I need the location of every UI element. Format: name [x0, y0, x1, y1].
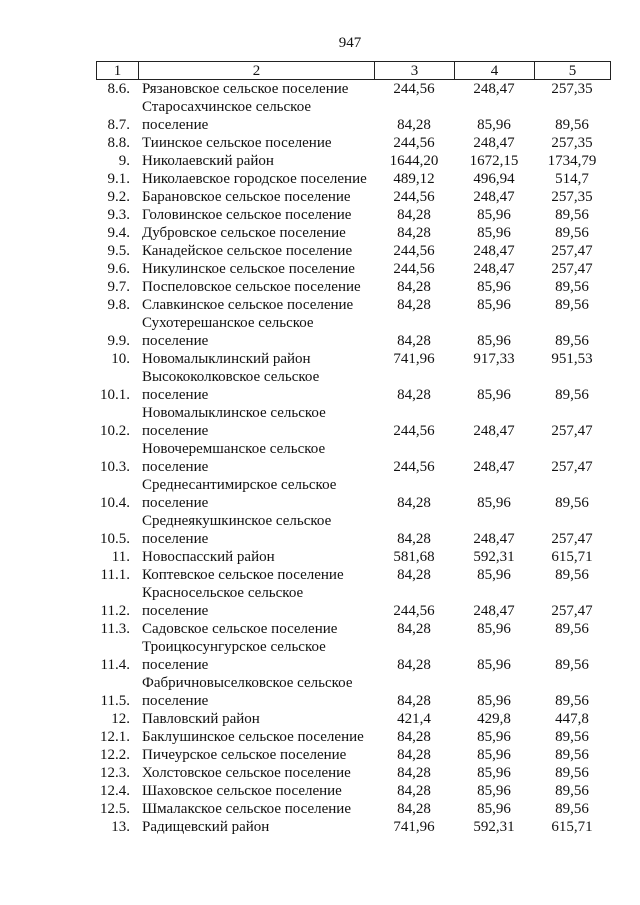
value-c5: 257,47 — [551, 261, 593, 277]
settlement-name-line: поселение — [142, 333, 209, 349]
row-number: 10.3. — [100, 459, 130, 475]
settlement-name — [138, 638, 374, 674]
settlement-name — [138, 368, 374, 404]
value-c4: 85,96 — [477, 117, 511, 133]
column-header-5: 5 — [535, 62, 611, 80]
value-c3: 84,28 — [397, 297, 431, 313]
table-row — [96, 314, 610, 350]
value-c4: 85,96 — [477, 567, 511, 583]
settlement-name — [138, 818, 374, 836]
table-row — [96, 242, 610, 260]
value-c5: 257,47 — [551, 603, 593, 619]
settlement-name-line: Поспеловское сельское поселение — [142, 279, 361, 295]
value-c5: 615,71 — [551, 549, 593, 565]
table-row — [96, 584, 610, 620]
settlement-name — [138, 620, 374, 638]
settlement-name-line: Николаевский район — [142, 153, 274, 169]
value-c3: 84,28 — [397, 783, 431, 799]
settlement-name — [138, 296, 374, 314]
value-c5: 89,56 — [555, 729, 589, 745]
value-c5: 89,56 — [555, 279, 589, 295]
table-row — [96, 746, 610, 764]
table-row — [96, 368, 610, 404]
settlement-name-line: Фабричновыселковское сельское — [142, 675, 353, 691]
settlement-name-line: Никулинское сельское поселение — [142, 261, 355, 277]
table-row — [96, 512, 610, 548]
row-number: 12.3. — [100, 765, 130, 781]
settlement-name — [138, 548, 374, 566]
row-number: 9.5. — [107, 243, 130, 259]
value-c3: 84,28 — [397, 495, 431, 511]
row-number: 11.2. — [100, 603, 130, 619]
settlement-name-line: поселение — [142, 117, 209, 133]
value-c5: 89,56 — [555, 801, 589, 817]
value-c4: 917,33 — [473, 351, 515, 367]
value-c4: 85,96 — [477, 495, 511, 511]
value-c3: 84,28 — [397, 279, 431, 295]
value-c3: 84,28 — [397, 693, 431, 709]
settlement-name — [138, 278, 374, 296]
value-c5: 89,56 — [555, 495, 589, 511]
value-c4: 1672,15 — [469, 153, 519, 169]
settlement-name — [138, 152, 374, 170]
settlement-name-line: Пичеурское сельское поселение — [142, 747, 347, 763]
settlement-name-line: Садовское сельское поселение — [142, 621, 338, 637]
row-number: 12.4. — [100, 783, 130, 799]
table-row — [96, 206, 610, 224]
settlement-name — [138, 512, 374, 548]
settlement-name — [138, 134, 374, 152]
value-c3: 84,28 — [397, 765, 431, 781]
value-c4: 85,96 — [477, 621, 511, 637]
table-row — [96, 152, 610, 170]
value-c3: 244,56 — [393, 459, 435, 475]
settlement-name — [138, 260, 374, 278]
table-row — [96, 818, 610, 836]
row-number: 9.4. — [107, 225, 130, 241]
settlement-name-line: Дубровское сельское поселение — [142, 225, 346, 241]
settlement-name — [138, 566, 374, 584]
value-c5: 89,56 — [555, 765, 589, 781]
settlement-name-line: Канадейское сельское поселение — [142, 243, 353, 259]
settlement-name — [138, 584, 374, 620]
settlement-name-line: Троицкосунгурское сельское — [142, 639, 326, 655]
settlement-name-line: Среднесантимирское сельское — [142, 477, 337, 493]
table-row — [96, 98, 610, 134]
row-number: 11.1. — [100, 567, 130, 583]
value-c3: 84,28 — [397, 117, 431, 133]
row-number: 12.5. — [100, 801, 130, 817]
settlement-name — [138, 476, 374, 512]
value-c5: 514,7 — [555, 171, 589, 187]
value-c3: 1644,20 — [389, 153, 439, 169]
value-c4: 592,31 — [473, 819, 515, 835]
settlement-name — [138, 782, 374, 800]
settlement-name-line: поселение — [142, 459, 209, 475]
value-c4: 592,31 — [473, 549, 515, 565]
settlement-name-line: Барановское сельское поселение — [142, 189, 351, 205]
table-row — [96, 764, 610, 782]
settlement-name-line: Новоспасский район — [142, 549, 275, 565]
value-c3: 84,28 — [397, 621, 431, 637]
settlement-name-line: Красносельское сельское — [142, 585, 304, 601]
value-c3: 244,56 — [393, 243, 435, 259]
table-row — [96, 170, 610, 188]
value-c4: 85,96 — [477, 333, 511, 349]
row-number: 11.3. — [100, 621, 130, 637]
row-number: 9.9. — [107, 333, 130, 349]
table-row — [96, 80, 610, 98]
value-c4: 85,96 — [477, 297, 511, 313]
settlement-name — [138, 80, 374, 98]
value-c5: 257,47 — [551, 531, 593, 547]
row-number: 9.1. — [107, 171, 130, 187]
table-row — [96, 476, 610, 512]
settlement-name-line: поселение — [142, 657, 209, 673]
value-c3: 84,28 — [397, 567, 431, 583]
settlement-name — [138, 314, 374, 350]
value-c5: 257,47 — [551, 459, 593, 475]
settlement-name — [138, 440, 374, 476]
settlement-name-line: Высококолковское сельское — [142, 369, 320, 385]
table-row — [96, 548, 610, 566]
value-c5: 89,56 — [555, 117, 589, 133]
settlement-name — [138, 674, 374, 710]
column-header-4: 4 — [455, 62, 535, 80]
row-number: 11.4. — [100, 657, 130, 673]
row-number: 10.5. — [100, 531, 130, 547]
value-c4: 248,47 — [473, 531, 515, 547]
row-number: 13. — [111, 819, 130, 835]
value-c5: 89,56 — [555, 783, 589, 799]
row-number: 8.6. — [107, 81, 130, 97]
value-c4: 429,8 — [477, 711, 511, 727]
row-number: 10.1. — [100, 387, 130, 403]
value-c5: 89,56 — [555, 567, 589, 583]
value-c5: 447,8 — [555, 711, 589, 727]
value-c5: 89,56 — [555, 333, 589, 349]
row-number: 9.8. — [107, 297, 130, 313]
value-c3: 244,56 — [393, 603, 435, 619]
table-row — [96, 260, 610, 278]
value-c5: 89,56 — [555, 693, 589, 709]
settlement-name — [138, 764, 374, 782]
column-header-row — [97, 62, 611, 80]
value-c5: 89,56 — [555, 297, 589, 313]
table-row — [96, 710, 610, 728]
settlement-name-line: Головинское сельское поселение — [142, 207, 352, 223]
column-header-3: 3 — [375, 62, 455, 80]
table-row — [96, 278, 610, 296]
settlement-name — [138, 746, 374, 764]
value-c3: 84,28 — [397, 801, 431, 817]
value-c5: 257,47 — [551, 243, 593, 259]
settlement-name-line: Баклушинское сельское поселение — [142, 729, 364, 745]
value-c4: 248,47 — [473, 459, 515, 475]
settlement-name-line: Славкинское сельское поселение — [142, 297, 354, 313]
table-row — [96, 134, 610, 152]
settlement-name-line: поселение — [142, 423, 209, 439]
row-number: 10.4. — [100, 495, 130, 511]
value-c5: 89,56 — [555, 225, 589, 241]
row-number: 11. — [111, 549, 130, 565]
settlement-name-line: Холстовское сельское поселение — [142, 765, 351, 781]
value-c4: 85,96 — [477, 747, 511, 763]
settlement-name-line: Тиинское сельское поселение — [142, 135, 332, 151]
value-c5: 89,56 — [555, 387, 589, 403]
settlement-name — [138, 404, 374, 440]
value-c4: 85,96 — [477, 729, 511, 745]
value-c4: 248,47 — [473, 135, 515, 151]
value-c4: 85,96 — [477, 657, 511, 673]
column-header-table — [96, 61, 611, 80]
table-row — [96, 224, 610, 242]
row-number: 12.1. — [100, 729, 130, 745]
row-number: 10. — [111, 351, 130, 367]
settlement-name-line: Радищевский район — [142, 819, 270, 835]
row-number: 8.8. — [107, 135, 130, 151]
settlement-name-line: Среднеякушкинское сельское — [142, 513, 332, 529]
value-c4: 248,47 — [473, 603, 515, 619]
row-number: 9.6. — [107, 261, 130, 277]
value-c5: 257,35 — [551, 135, 593, 151]
value-c4: 248,47 — [473, 243, 515, 259]
table-row — [96, 638, 610, 674]
value-c3: 421,4 — [397, 711, 431, 727]
settlement-name-line: Сухотерешанское сельское — [142, 315, 314, 331]
value-c3: 84,28 — [397, 225, 431, 241]
table-row — [96, 728, 610, 746]
value-c5: 951,53 — [551, 351, 593, 367]
settlement-name-line: поселение — [142, 531, 209, 547]
settlement-name-line: поселение — [142, 693, 209, 709]
settlement-name — [138, 350, 374, 368]
settlement-name — [138, 188, 374, 206]
value-c4: 248,47 — [473, 261, 515, 277]
value-c3: 84,28 — [397, 729, 431, 745]
value-c4: 248,47 — [473, 423, 515, 439]
value-c3: 741,96 — [393, 819, 435, 835]
settlement-name — [138, 728, 374, 746]
table-row — [96, 566, 610, 584]
value-c4: 85,96 — [477, 765, 511, 781]
value-c3: 84,28 — [397, 387, 431, 403]
value-c3: 84,28 — [397, 333, 431, 349]
value-c3: 244,56 — [393, 423, 435, 439]
settlement-name-line: Николаевское городское поселение — [142, 171, 367, 187]
value-c5: 89,56 — [555, 621, 589, 637]
value-c3: 244,56 — [393, 135, 435, 151]
value-c3: 489,12 — [393, 171, 435, 187]
value-c3: 84,28 — [397, 531, 431, 547]
row-number: 9. — [118, 153, 130, 169]
value-c3: 84,28 — [397, 207, 431, 223]
page-number: 947 — [338, 35, 362, 51]
settlement-name-line: Шаховское сельское поселение — [142, 783, 342, 799]
table-row — [96, 782, 610, 800]
value-c5: 89,56 — [555, 747, 589, 763]
value-c3: 84,28 — [397, 747, 431, 763]
value-c5: 257,47 — [551, 423, 593, 439]
settlement-name — [138, 710, 374, 728]
value-c4: 85,96 — [477, 279, 511, 295]
value-c3: 244,56 — [393, 189, 435, 205]
settlement-name — [138, 800, 374, 818]
value-c4: 85,96 — [477, 207, 511, 223]
value-c5: 89,56 — [555, 207, 589, 223]
value-c5: 1734,79 — [547, 153, 597, 169]
table-row — [96, 296, 610, 314]
row-number: 12. — [111, 711, 130, 727]
value-c3: 244,56 — [393, 81, 435, 97]
settlement-name-line: поселение — [142, 603, 209, 619]
value-c3: 244,56 — [393, 261, 435, 277]
value-c4: 85,96 — [477, 801, 511, 817]
settlement-name-line: Шмалакское сельское поселение — [142, 801, 351, 817]
value-c3: 741,96 — [393, 351, 435, 367]
value-c4: 85,96 — [477, 783, 511, 799]
table-row — [96, 404, 610, 440]
settlement-name-line: Рязановское сельское поселение — [142, 81, 349, 97]
settlement-name — [138, 170, 374, 188]
settlement-name — [138, 206, 374, 224]
column-header-2: 2 — [139, 62, 375, 80]
value-c4: 85,96 — [477, 693, 511, 709]
value-c5: 615,71 — [551, 819, 593, 835]
table-row — [96, 188, 610, 206]
value-c4: 85,96 — [477, 387, 511, 403]
row-number: 9.2. — [107, 189, 130, 205]
value-c3: 84,28 — [397, 657, 431, 673]
value-c5: 257,35 — [551, 81, 593, 97]
table-row — [96, 620, 610, 638]
settlement-name-line: Павловский район — [142, 711, 260, 727]
settlement-name-line: Коптевское сельское поселение — [142, 567, 344, 583]
table-row — [96, 440, 610, 476]
value-c5: 257,35 — [551, 189, 593, 205]
value-c3: 581,68 — [393, 549, 435, 565]
settlement-name-line: Новомалыклинское сельское — [142, 405, 326, 421]
value-c4: 496,94 — [473, 171, 515, 187]
settlement-name — [138, 224, 374, 242]
value-c5: 89,56 — [555, 657, 589, 673]
value-c4: 85,96 — [477, 225, 511, 241]
column-header-1: 1 — [97, 62, 139, 80]
table-row — [96, 800, 610, 818]
settlement-name-line: Новочеремшанское сельское — [142, 441, 326, 457]
settlement-name — [138, 242, 374, 260]
settlement-name-line: поселение — [142, 495, 209, 511]
table-body — [96, 80, 610, 836]
settlement-name-line: Старосахчинское сельское — [142, 99, 312, 115]
table-row — [96, 350, 610, 368]
row-number: 12.2. — [100, 747, 130, 763]
value-c4: 248,47 — [473, 81, 515, 97]
row-number: 9.3. — [107, 207, 130, 223]
row-number: 8.7. — [107, 117, 130, 133]
table-row — [96, 674, 610, 710]
row-number: 9.7. — [107, 279, 130, 295]
row-number: 10.2. — [100, 423, 130, 439]
settlement-name-line: Новомалыклинский район — [142, 351, 311, 367]
value-c4: 248,47 — [473, 189, 515, 205]
row-number: 11.5. — [100, 693, 130, 709]
settlement-name — [138, 98, 374, 134]
settlement-name-line: поселение — [142, 387, 209, 403]
